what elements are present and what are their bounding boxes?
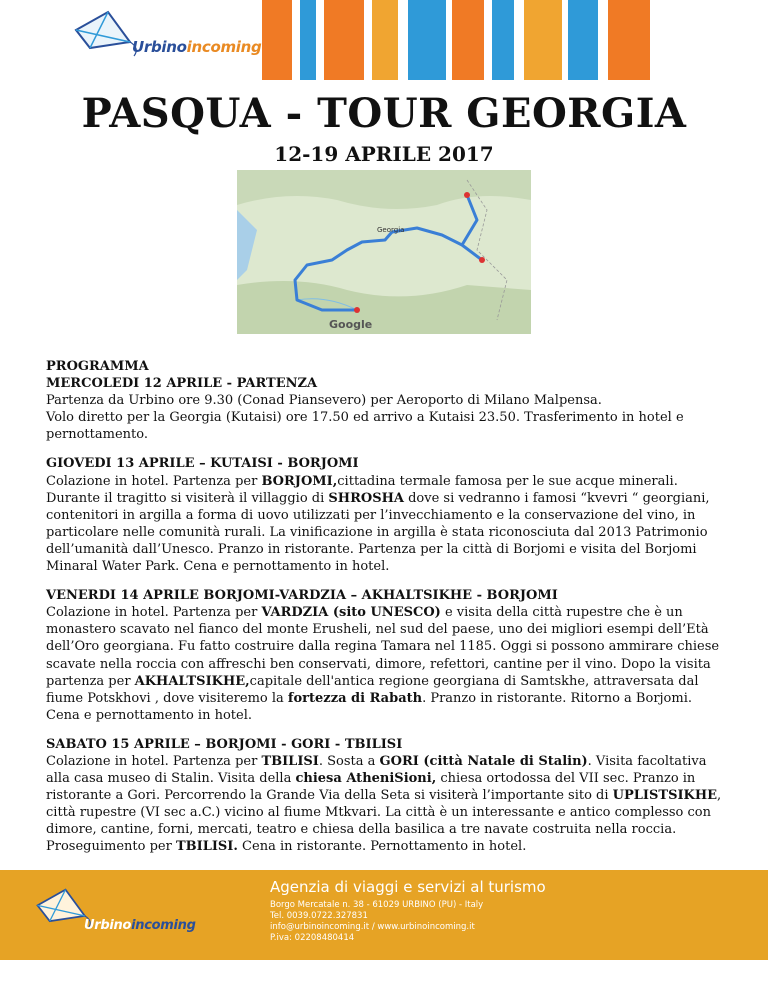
bold-text: VARDZIA (sito UNESCO) bbox=[261, 605, 441, 621]
body-text: capitale dell'antica regione georgiana di Samtskhe, attraversata dal fiume Potskhovi , dove visiteremo la bbox=[46, 673, 699, 706]
agency-web: info@urbinoincoming.it / www.urbinoincoming.it bbox=[270, 922, 475, 932]
route-map bbox=[237, 170, 531, 334]
header-stripe bbox=[324, 0, 364, 80]
footer-logo-text: Urbinoincoming bbox=[84, 918, 196, 933]
day-title: MERCOLEDI 12 APRILE - PARTENZA bbox=[46, 376, 318, 392]
agency-tagline: Agenzia di viaggi e servizi al turismo bbox=[270, 878, 546, 896]
day-title: GIOVEDI 13 APRILE – KUTAISI - BORJOMI bbox=[46, 456, 359, 472]
day-block bbox=[46, 375, 726, 443]
day-block bbox=[46, 455, 726, 575]
header-stripes bbox=[250, 0, 768, 80]
program-heading: PROGRAMMA bbox=[46, 359, 149, 374]
bold-text: fortezza di Rabath bbox=[287, 690, 423, 706]
bold-text: UPLISTSIKHE bbox=[612, 788, 718, 804]
body-text: . Sosta a bbox=[318, 753, 380, 769]
logo-text: Urbinoincoming bbox=[132, 38, 262, 56]
header-stripe bbox=[372, 0, 398, 80]
urbinoincoming-logo bbox=[72, 8, 262, 66]
program-content bbox=[46, 358, 726, 868]
bold-text: GORI (città Natale di Stalin) bbox=[379, 753, 588, 769]
agency-address: Borgo Mercatale n. 38 - 61029 URBINO (PU) - Italy bbox=[270, 900, 484, 910]
bold-text: SHROSHA bbox=[328, 490, 404, 506]
day-block bbox=[46, 736, 726, 856]
footer-logo bbox=[34, 880, 204, 950]
header-stripe bbox=[262, 0, 292, 80]
body-text: . Pranzo in ristorante. Ritorno a Borjomi. Cena e pernottamento in hotel. bbox=[46, 690, 693, 723]
map-brand: Google bbox=[329, 318, 373, 331]
body-text: . Visita facoltativa alla casa museo di Stalin. Visita della bbox=[46, 753, 707, 787]
body-text: e visita della città rupestre che è un monastero scavato nel fianco del monte Erusheli, nel sud del paese, uno dei migliori esempi dell’Età dell’Oro georgiana. Fu fatto costruire dalla regina Tamara nel 1185. Oggi si possono ammirare chiese scavate nella roccia con affreschi ben conservati, dimore, refettori, cantine per il vino. Dopo la visita partenza per bbox=[46, 605, 720, 689]
map-country-label: Georgia bbox=[377, 226, 405, 234]
agency-piva: P.iva: 02208480414 bbox=[270, 933, 355, 943]
body-text: Partenza da Urbino ore 9.30 (Conad Piansevero) per Aeroporto di Milano Malpensa. bbox=[46, 393, 602, 409]
body-text: dove si vedranno i famosi “kvevri “ georgiani, contenitori in argilla a forma di uovo utilizzati per l’invecchiamento e la conservazione del vino, in particolare nelle comunità rurali. La vinificazione in argilla è stata riconosciuta dal 2013 Patrimonio dell’umanità dall’Unesco. Pranzo in ristorante. Partenza per la città di Borjomi e visita del Borjomi Minaral Water Park. Cena e pernottamento in hotel. bbox=[46, 490, 710, 575]
bold-text: BORJOMI, bbox=[261, 473, 338, 489]
body-text: Volo diretto per la Georgia (Kutaisi) ore 17.50 ed arrivo a Kutaisi 23.50. Trasferimento in hotel e pernottamento. bbox=[46, 410, 684, 443]
body-text: Colazione in hotel. Partenza per bbox=[46, 605, 262, 621]
agency-tel: Tel. 0039.0722.327831 bbox=[270, 911, 368, 921]
header-stripe bbox=[492, 0, 514, 80]
day-block bbox=[46, 587, 726, 724]
header-stripe bbox=[452, 0, 484, 80]
body-text: Colazione in hotel. Partenza per bbox=[46, 473, 262, 489]
header-stripe bbox=[408, 0, 446, 80]
program-days bbox=[46, 375, 726, 855]
header-stripe bbox=[608, 0, 650, 80]
day-title: VENERDI 14 APRILE BORJOMI-VARDZIA – AKHALTSIKHE - BORJOMI bbox=[46, 588, 558, 604]
body-text: Colazione in hotel. Partenza per bbox=[46, 753, 262, 769]
header-stripe bbox=[300, 0, 316, 80]
day-title: SABATO 15 APRILE – BORJOMI - GORI - TBILISI bbox=[46, 736, 403, 752]
body-text: cittadina termale famosa per le sue acque minerali. Durante il tragitto si visiterà il villaggio di bbox=[46, 473, 678, 506]
header-stripe bbox=[568, 0, 598, 80]
tour-dates: 12-19 APRILE 2017 bbox=[274, 142, 494, 166]
body-text: chiesa ortodossa del VII sec. Pranzo in ristorante a Gori. Percorrendo la Grande Via della Seta si visiterà l’importante sito di bbox=[46, 771, 696, 804]
header-stripe bbox=[524, 0, 562, 80]
page-title: PASQUA - TOUR GEORGIA bbox=[81, 90, 687, 137]
body-text: Cena in ristorante. Pernottamento in hotel. bbox=[237, 839, 527, 855]
bold-text: AKHALTSIKHE, bbox=[134, 673, 250, 689]
agency-info bbox=[270, 878, 546, 944]
bold-text: chiesa AtheniSioni, bbox=[295, 771, 437, 787]
body-text: , città rupestre (VI sec a.C.) vicino al fiume Mtkvari. La città è un interessante e antico complesso con dimore, cantine, forni, mercati, teatro e chiesa della basilica a tre navate costruita nella roccia. Proseguimento per bbox=[46, 788, 722, 855]
bold-text: TBILISI bbox=[261, 753, 319, 769]
bold-text: TBILISI. bbox=[175, 839, 238, 855]
